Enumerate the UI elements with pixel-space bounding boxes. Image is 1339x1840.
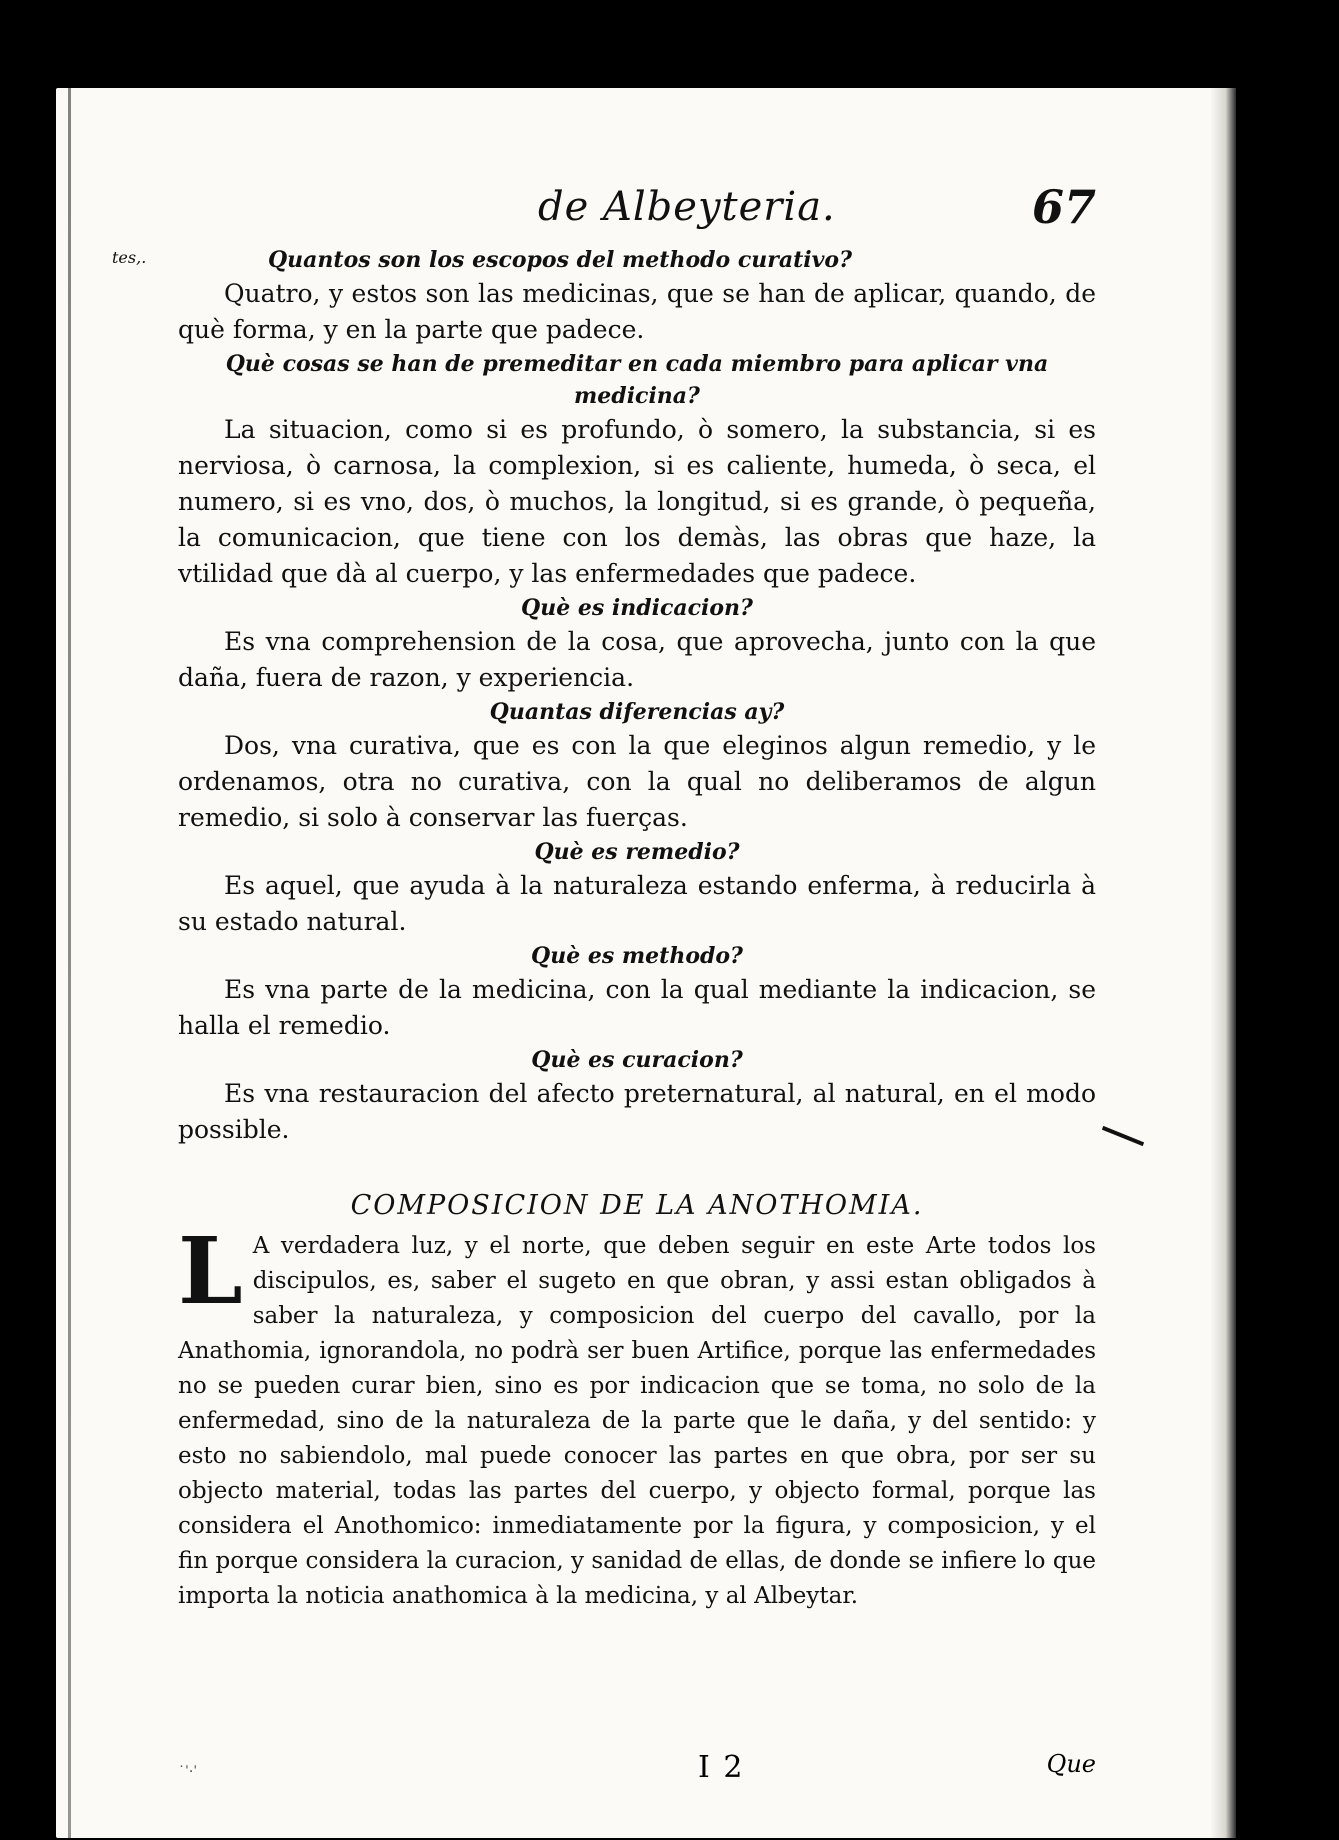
running-head [178,180,1096,244]
page-footer [178,1750,1096,1794]
book-page [56,88,1236,1838]
page-number: 67 [1031,180,1096,234]
answer: Quatro, y estos son las medicinas, que se han de aplicar, quando, de què forma, y en la parte que padece. [178,279,1096,344]
question: Què es methodo? [531,943,743,969]
question: Què cosas se han de premeditar en cada miembro para aplicar vna medicina? [225,351,1049,409]
question: Què es remedio? [534,839,740,865]
ink-mark [1102,1126,1144,1146]
answer: Es vna comprehension de la cosa, que aprovecha, junto con la que daña, fuera de razon, y experiencia. [178,627,1096,692]
question: Quantas diferencias ay? [489,699,785,725]
answer: Es aquel, que ayuda à la naturaleza estando enferma, à reducirla à su estado natural. [178,871,1096,936]
ink-specks: ˙ˈ·ˈ [178,1764,198,1780]
answer: Dos, vna curativa, que es con la que eleginos algun remedio, y le ordenamos, otra no curativa, con la qual no deliberamos de algun remedio, si solo à conservar las fuerças. [178,731,1096,832]
question-row-1 [112,244,1096,276]
answer: La situacion, como si es profundo, ò somero, la substancia, si es nerviosa, ò carnosa, la complexion, si es caliente, humeda, ò seca, el numero, si es vno, dos, ò muchos, la longitud, si es grande, ò pequeña, la comunicacion, que tiene con los demàs, las obras que haze, la vtilidad que dà al cuerpo, y las enfermedades que padece. [178,415,1096,588]
text-block [112,180,1096,1614]
answer: Es vna restauracion del afecto preternatural, al natural, en el modo possible. [178,1079,1096,1144]
margin-note: tes,. [112,248,147,267]
catchword: Que [1046,1750,1096,1778]
answer: Es vna parte de la medicina, con la qual mediante la indicacion, se halla el remedio. [178,975,1096,1040]
question: Què es indicacion? [521,595,753,621]
running-title: de Albeyteria. [538,184,836,230]
gutter-shadow [68,88,71,1838]
question: Quantos son los escopos del methodo curativo? [268,247,852,273]
question: Què es curacion? [531,1047,743,1073]
composition-paragraph [178,1217,1096,1614]
section-title: COMPOSICION DE LA ANOTHOMIA. [350,1190,924,1221]
page-edge [1210,88,1236,1838]
signature-mark: I 2 [698,1750,745,1785]
drop-cap: L [178,1217,243,1325]
composition-text: A verdadera luz, y el norte, que deben seguir en este Arte todos los discipulos, es, saber el sugeto en que obran, y assi estan obligados à saber la naturaleza, y composicion del cuerpo del cavallo, por la Anathomia, ignorandola, no podrà ser buen Artifice, porque las enfermedades no se pueden curar bien, sino es por indicacion que se toma, no solo de la enfermedad, sino de la naturaleza de la parte que le daña, y del sentido: y esto no sabiendolo, mal puede conocer las partes en que obra, por ser su objecto material, todas las partes del cuerpo, y objecto formal, porque las considera el Anothomico: inmediatamente por la figura, y composicion, y el fin porque considera la curacion, y sanidad de ellas, de donde se infiere lo que importa la noticia anathomica à la medicina, y al Albeytar. [178,1233,1096,1609]
